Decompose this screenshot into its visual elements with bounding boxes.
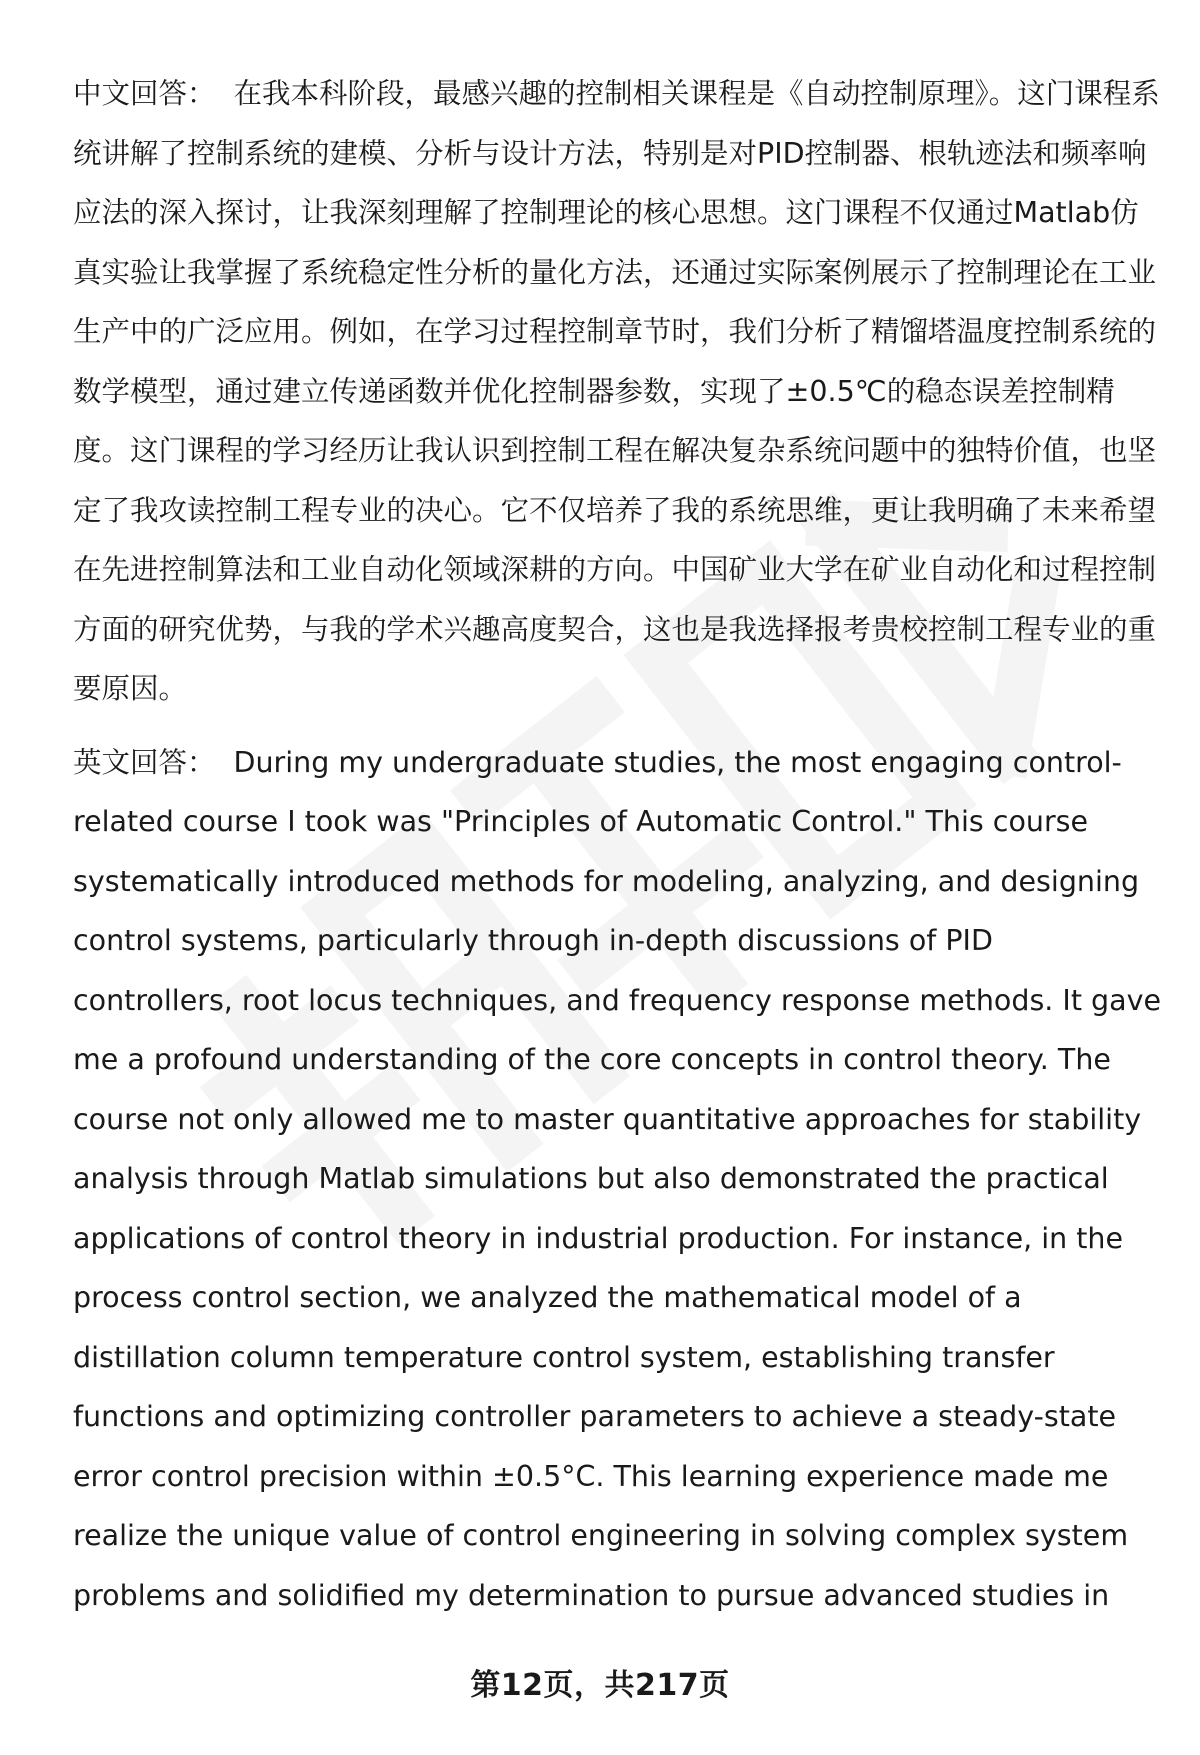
main-content [73, 64, 1161, 1639]
chinese-answer-label: 中文回答： [73, 77, 216, 110]
english-answer-text: During my undergraduate studies, the most engaging control-related course I took was "Principles of Automatic Control." This course systematically introduced methods for modeling, analyzing, and designing control systems, particularly through in-depth discussions of PID controllers, root locus techniques, and frequency response methods. It gave me a profound understanding of the core concepts in control theory. The course not only allowed me to master quantitative approaches for stability analysis through Matlab simulations but also demonstrated the practical applications of control theory in industrial production. For instance, in the process control section, we analyzed the mathematical model of a distillation column temperature control system, establishing transfer functions and optimizing controller parameters to achieve a steady-state error control precision within ±0.5°C. This learning experience made me realize the unique value of control engineering in solving complex system problems and solidified my determination to pursue advanced studies in [73, 745, 1162, 1612]
english-answer-label: 英文回答： [73, 745, 216, 779]
page-number-footer: 第12页，共217页 [470, 1668, 730, 1703]
chinese-answer [73, 64, 1161, 719]
english-answer [73, 733, 1161, 1626]
chinese-answer-text: 在我本科阶段，最感兴趣的控制相关课程是《自动控制原理》。这门课程系统讲解了控制系统的建模、分析与设计方法，特别是对PID控制器、根轨迹法和频率响应法的深入探讨，让我深刻理解了控制理论的核心思想。这门课程不仅通过Matlab仿真实验让我掌握了系统稳定性分析的量化方法，还通过实际案例展示了控制理论在工业生产中的广泛应用。例如，在学习过程控制章节时，我们分析了精馏塔温度控制系统的数学模型，通过建立传递函数并优化控制器参数，实现了±0.5℃的稳态误差控制精度。这门课程的学习经历让我认识到控制工程在解决复杂系统问题中的独特价值，也坚定了我攻读控制工程专业的决心。它不仅培养了我的系统思维，更让我明确了未来希望在先进控制算法和工业自动化领域深耕的方向。中国矿业大学在矿业自动化和过程控制方面的研究优势，与我的学术兴趣高度契合，这也是我选择报考贵校控制工程专业的重要原因。 [73, 77, 1160, 705]
